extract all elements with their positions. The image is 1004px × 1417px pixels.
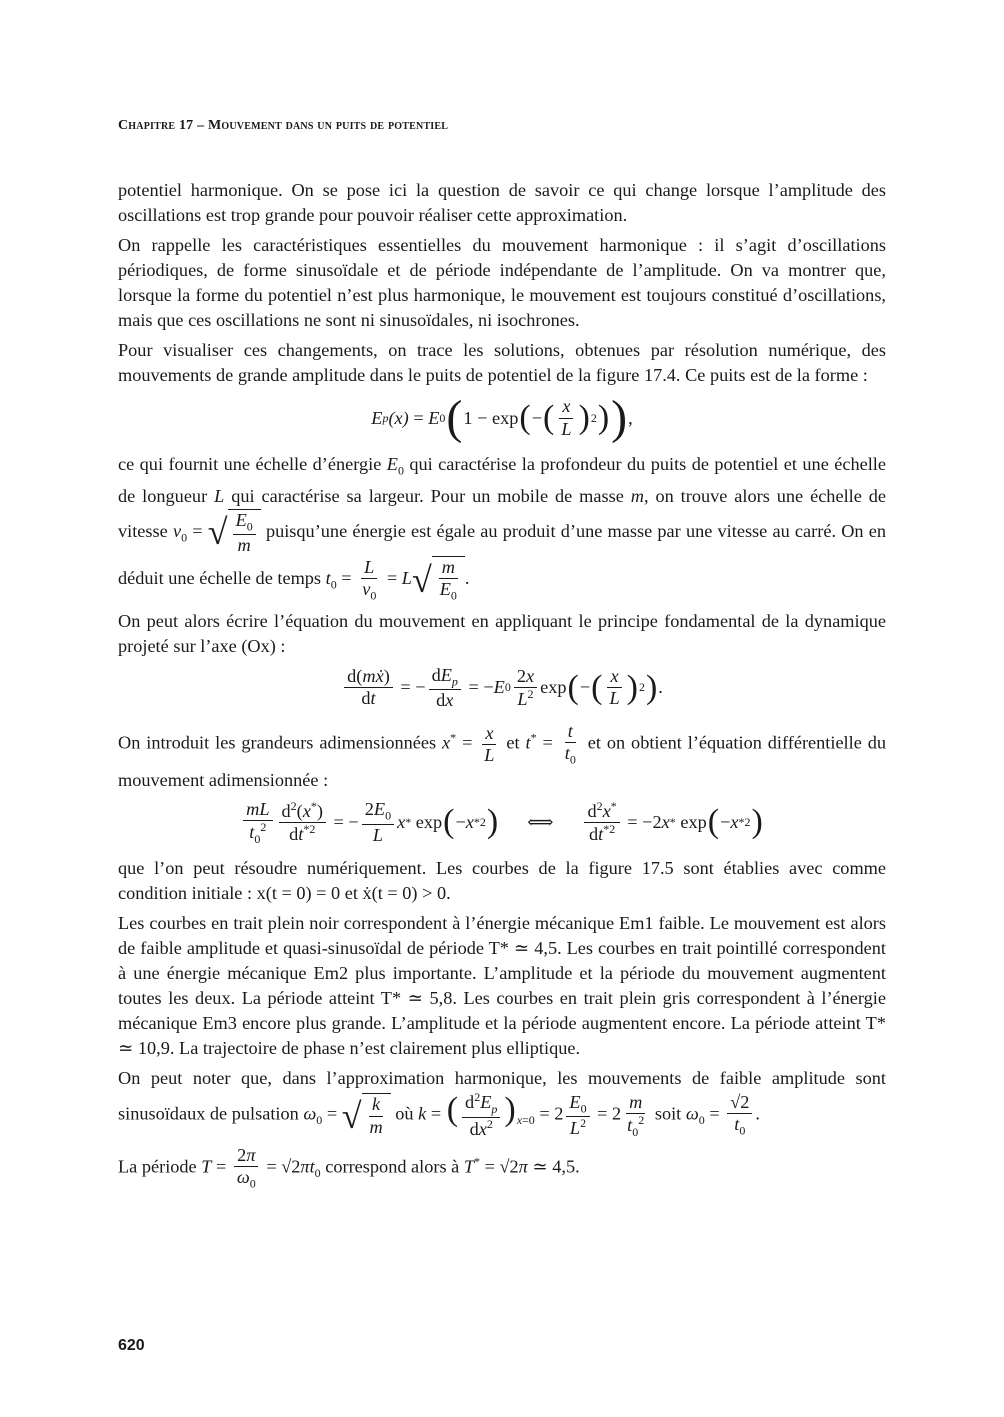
paragraph-3: Pour visualiser ces changements, on trace les solutions, obtenues par résolution numérique, des mouvements de grande amplitude dans le puits de potentiel de la figure 17.4. Ce puits est de la forme : xyxy=(118,340,886,385)
paragraph-2: On rappelle les caractéristiques essentielles du mouvement harmonique : il s’agit d’oscillations périodiques, de forme sinusoïdale et de période indépendante de l’amplitude. On va montrer que, lorsque la forme du potentiel n’est plus harmonique, le mouvement est toujours constitué d’oscillations, mais que ces oscillations ne sont ni sinusoïdales, ni isochrones. xyxy=(118,235,886,330)
paragraph-1: potentiel harmonique. On se pose ici la question de savoir ce qui change lorsque l’amplitude des oscillations est trop grande pour pouvoir réaliser cette approximation. xyxy=(118,180,886,225)
paragraph-4: ce qui fournit une échelle d’énergie $E_0$ qui caractérise la profondeur du puits de potentiel et une échelle de longueur L qui caractérise sa largeur. Pour un mobile de masse m, on trouve alors une échelle de vitesse $v_0$ = √ $\frac{E_0}{m}$ puisqu’une énergie est égale au produit d’une masse par une vitesse au carré. On en déduit une échelle de temps $t_0$ = $\frac{L}{v_0}$ = L √ $\frac{m}{E_0}$ . xyxy=(118,454,887,603)
running-header: Chapitre 17 – Mouvement dans un puits de potentiel xyxy=(118,118,449,133)
paragraph-5: On peut alors écrire l’équation du mouvement en appliquant le principe fondamental de la dynamique projeté sur l’axe (Ox) : xyxy=(118,610,886,656)
equation-motion: $\frac{\text{d(mẋ)}}{dt}$ = − $\frac{dE_p}{dx}$ = − E 0 $\frac{2x}{L^2}$ exp ( − ( $\frac{x}{L}$ ) 2 ) . xyxy=(118,665,886,711)
paragraph-6: On introduit les grandeurs adimensionnées x* = $\frac{x}{L}$ et t* = $\frac{t}{t_0}$ et on obtient l’équation différentielle du mouvement adimensionnée : xyxy=(118,721,887,790)
body-text xyxy=(118,178,886,1196)
equation-potential: E p (x) = E 0 ( 1 − exp ( − ( $\frac{x}{L}$ ) 2 ) ) , xyxy=(371,391,633,444)
equation-adimensional: $\frac{mL}{t_0^2}$ $\frac{d^2(x^*)}{dt^{*2}}$ = − $\frac{2E_0}{L}$ x * exp ( − x *2 ) ⟺ $\frac{d^2x^*}{dt^{*2}}$ = −2 x * exp ( − x *2 ) xyxy=(118,799,886,847)
paragraph-8: Les courbes en trait plein noir correspondent à l’énergie mécanique Em1 faible. Le mouvement est alors de faible amplitude et quasi-sinusoïdal de période T* ≃ 4,5. Les courbes en trait pointillé correspondent à une énergie mécanique Em2 plus importante. L’amplitude et la période du mouvement augmentent toutes les deux. La période atteint T* ≃ 5,8. Les courbes en trait plein gris correspondent à l’énergie mécanique Em3 encore plus grande. L’amplitude et la période augmentent encore. La période atteint T* ≃ 10,9. La trajectoire de phase n’est clairement plus elliptique. xyxy=(118,913,886,1059)
paragraph-10: La période T = $\frac{2\pi}{\omega_0}$ = $√2\pi t_0$ correspond alors à T* = √2π ≃ 4,5. xyxy=(118,1144,580,1191)
page-number: 620 xyxy=(118,1337,145,1354)
paragraph-9: On peut noter que, dans l’approximation harmonique, les mouvements de faible amplitude sont sinusoïdaux de pulsation $\omega_0$ = √ $\frac{k}{m}$ où k = ( $\frac{d^2E_p}{dx^2}$ )$_{x=0} = 2$ $\frac{E_0}{L^2}$ = 2 $\frac{m}{t_0^2}$ soit $\omega_0$ = $\frac{√2}{t_0}$ . xyxy=(118,1068,886,1139)
paragraph-7: que l’on peut résoudre numériquement. Les courbes de la figure 17.5 sont établies avec comme condition initiale : x(t = 0) = 0 et ẋ(t = 0) > 0. xyxy=(118,858,886,904)
